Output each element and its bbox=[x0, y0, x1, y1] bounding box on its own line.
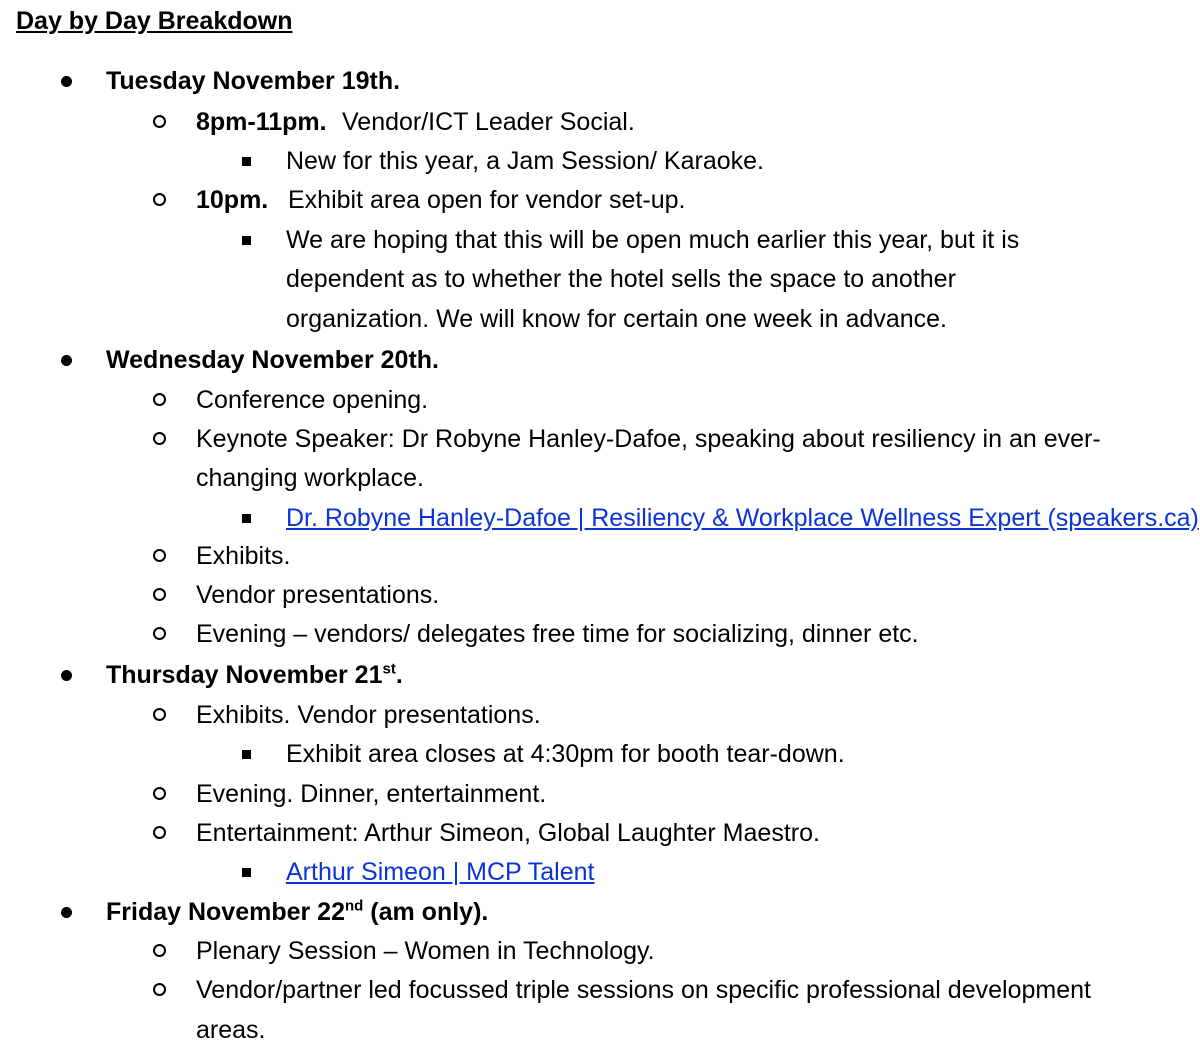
bullet-square-icon bbox=[242, 868, 251, 877]
bullet-circle-icon bbox=[153, 115, 166, 128]
bullet-square-icon bbox=[242, 750, 251, 759]
day-heading: Tuesday November 19th. bbox=[106, 67, 401, 95]
item-text: Exhibits. bbox=[196, 542, 291, 570]
item-text: Vendor presentations. bbox=[196, 581, 440, 609]
item-text: Vendor/partner led focussed triple sessions on specific professional development bbox=[196, 976, 1091, 1004]
bullet-circle-icon bbox=[153, 193, 166, 206]
item-text: Plenary Session – Women in Technology. bbox=[196, 937, 655, 965]
item-text: Keynote Speaker: Dr Robyne Hanley-Dafoe, speaking about resiliency in an ever- bbox=[196, 425, 1101, 453]
item-text: areas. bbox=[196, 1016, 266, 1044]
bullet-square-icon bbox=[242, 157, 251, 166]
item-time: 10pm. bbox=[196, 186, 269, 214]
item-text: Entertainment: Arthur Simeon, Global Laughter Maestro. bbox=[196, 819, 820, 847]
sub-item-text: New for this year, a Jam Session/ Karaoke. bbox=[286, 147, 764, 175]
item-text: Evening. Dinner, entertainment. bbox=[196, 780, 547, 808]
bullet-circle-icon bbox=[153, 432, 166, 445]
bullet-circle-icon bbox=[153, 588, 166, 601]
bullet-dot-icon bbox=[61, 907, 72, 918]
entertainer-link[interactable]: Arthur Simeon | MCP Talent bbox=[286, 858, 595, 886]
item-text: Exhibit area open for vendor set-up. bbox=[288, 186, 686, 214]
sub-item-text: Exhibit area closes at 4:30pm for booth tear-down. bbox=[286, 740, 845, 768]
item-text: Evening – vendors/ delegates free time for socializing, dinner etc. bbox=[196, 620, 919, 648]
item-text: Exhibits. Vendor presentations. bbox=[196, 701, 541, 729]
bullet-circle-icon bbox=[153, 983, 166, 996]
bullet-circle-icon bbox=[153, 944, 166, 957]
bullet-square-icon bbox=[242, 236, 251, 245]
sub-item-text: dependent as to whether the hotel sells the space to another bbox=[286, 265, 956, 293]
item-text: changing workplace. bbox=[196, 464, 424, 492]
page-title: Day by Day Breakdown bbox=[16, 7, 293, 35]
item-time: 8pm-11pm. bbox=[196, 108, 327, 136]
bullet-circle-icon bbox=[153, 708, 166, 721]
bullet-circle-icon bbox=[153, 787, 166, 800]
bullet-dot-icon bbox=[61, 670, 72, 681]
speaker-link[interactable]: Dr. Robyne Hanley-Dafoe | Resiliency & Workplace Wellness Expert (speakers.ca) bbox=[286, 504, 1199, 532]
bullet-circle-icon bbox=[153, 393, 166, 406]
day-heading: Wednesday November 20th. bbox=[106, 346, 439, 374]
bullet-circle-icon bbox=[153, 549, 166, 562]
item-text: Vendor/ICT Leader Social. bbox=[342, 108, 635, 136]
bullet-dot-icon bbox=[61, 76, 72, 87]
sub-item-text: We are hoping that this will be open much earlier this year, but it is bbox=[286, 226, 1020, 254]
day-heading: Thursday November 21st. bbox=[106, 660, 403, 689]
bullet-square-icon bbox=[242, 514, 251, 523]
bullet-circle-icon bbox=[153, 826, 166, 839]
bullet-dot-icon bbox=[61, 355, 72, 366]
sub-item-text: organization. We will know for certain one week in advance. bbox=[286, 305, 947, 333]
day-heading: Friday November 22nd (am only). bbox=[106, 897, 489, 926]
bullet-circle-icon bbox=[153, 627, 166, 640]
item-text: Conference opening. bbox=[196, 386, 429, 414]
